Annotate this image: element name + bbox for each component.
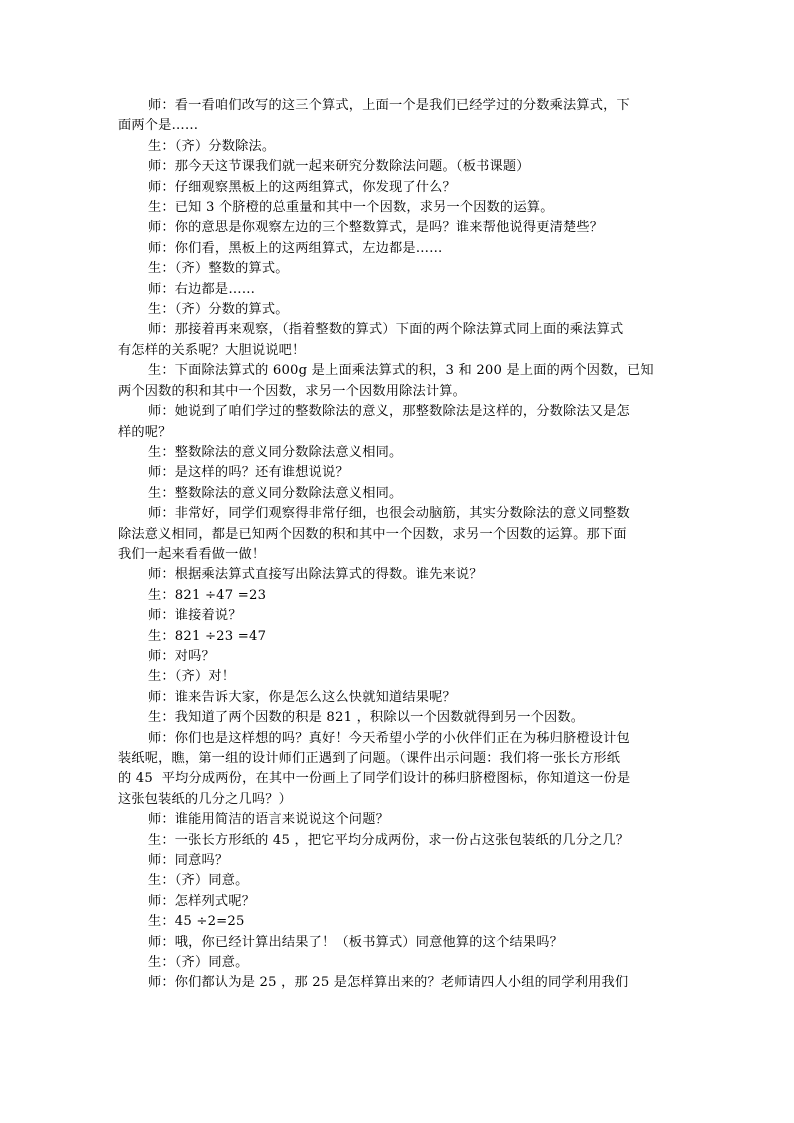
text-line: 师：哦，你已经计算出结果了！（板书算式）同意他算的这个结果吗？ [148, 934, 564, 950]
text-line: 生：821 ÷23 =47 [148, 628, 267, 644]
text-line: 生：我知道了两个因数的积是 821 ，积除以一个因数就得到另一个因数。 [148, 710, 585, 726]
text-line: 师：根据乘法算式直接写出除法算式的得数。谁先来说？ [148, 567, 483, 583]
text-line: 两个因数的积和其中一个因数，求另一个因数用除法计算。 [118, 383, 467, 399]
text-line: 师：仔细观察黑板上的这两组算式，你发现了什么？ [148, 179, 456, 195]
document-body [118, 96, 684, 994]
text-line: 生：一张长方形纸的 45 ，把它平均分成两份，求一份占这张包装纸的几分之几？ [148, 832, 630, 848]
text-line: 师：非常好，同学们观察得非常仔细，也很会动脑筋，其实分数除法的意义同整数 [148, 506, 630, 522]
text-line: 师：你们都认为是 25 ，那 25 是怎样算出来的？老师请四人小组的同学利用我们 [148, 975, 629, 991]
text-line: 师：怎样列式呢？ [148, 893, 256, 909]
text-line: 师：那今天这节课我们就一起来研究分数除法问题。（板书课题） [148, 159, 530, 175]
text-line: 生：（齐）同意。 [148, 873, 249, 889]
text-line: 生：已知 3 个脐橙的总重量和其中一个因数，求另一个因数的运算。 [148, 200, 554, 216]
text-line: 生：（齐）分数除法。 [148, 138, 276, 154]
text-line: 师：谁来告诉大家，你是怎么这么快就知道结果呢？ [148, 689, 456, 705]
text-line: 师：谁能用简洁的语言来说说这个问题？ [148, 812, 389, 828]
text-line: 师：看一看咱们改写的这三个算式，上面一个是我们已经学过的分数乘法算式，下 [148, 98, 630, 113]
text-line: 面两个是…… [118, 118, 199, 134]
text-line: 除法意义相同，都是已知两个因数的积和其中一个因数，求另一个因数的运算。那下面 [118, 526, 627, 542]
text-line: 有怎样的关系呢？大胆说说吧！ [118, 342, 306, 358]
text-line: 生：821 ÷47 =23 [148, 587, 267, 603]
text-line: 生：（齐）对！ [148, 669, 236, 685]
text-line: 师：你的意思是你观察左边的三个整数算式，是吗？谁来帮他说得更清楚些？ [148, 220, 604, 236]
text-line: 师：同意吗？ [148, 853, 229, 869]
text-line: 师：对吗？ [148, 648, 215, 664]
text-line: 样的呢？ [118, 424, 172, 440]
text-line: 生：下面除法算式的 600g 是上面乘法算式的积，3 和 200 是上面的两个因数，已知 [148, 363, 654, 379]
text-line: 生：（齐）整数的算式。 [148, 261, 289, 277]
text-line: 这张包装纸的几分之几吗？） [118, 791, 293, 807]
text-line: 生：（齐）分数的算式。 [148, 302, 289, 318]
text-line: 生：整数除法的意义同分数除法意义相同。 [148, 485, 403, 501]
text-line: 生：整数除法的意义同分数除法意义相同。 [148, 444, 403, 460]
text-line: 师：你们看，黑板上的这两组算式，左边都是…… [148, 240, 443, 256]
text-line: 师：那接着再来观察，（指着整数的算式）下面的两个除法算式同上面的乘法算式 [148, 322, 624, 338]
text-line: 师：右边都是…… [148, 281, 256, 297]
text-line: 生：（齐）同意。 [148, 955, 249, 971]
text-line: 师：谁接着说？ [148, 608, 242, 624]
text-line: 师：是这样的吗？还有谁想说说？ [148, 465, 349, 481]
text-line: 装纸呢，瞧，第一组的设计师们正遇到了问题。（课件出示问题：我们将一张长方形纸 [118, 751, 621, 766]
text-line: 师：你们也是这样想的吗？真好！今天希望小学的小伙伴们正在为秭归脐橙设计包 [148, 730, 630, 746]
text-line: 的 45 平均分成两份，在其中一份画上了同学们设计的秭归脐橙图标，你知道这一份是 [118, 771, 631, 787]
text-line: 生：45 ÷2=25 [148, 914, 245, 930]
text-line: 我们一起来看看做一做！ [118, 546, 266, 562]
text-line: 师：她说到了咱们学过的整数除法的意义，那整数除法是这样的，分数除法又是怎 [148, 404, 630, 420]
